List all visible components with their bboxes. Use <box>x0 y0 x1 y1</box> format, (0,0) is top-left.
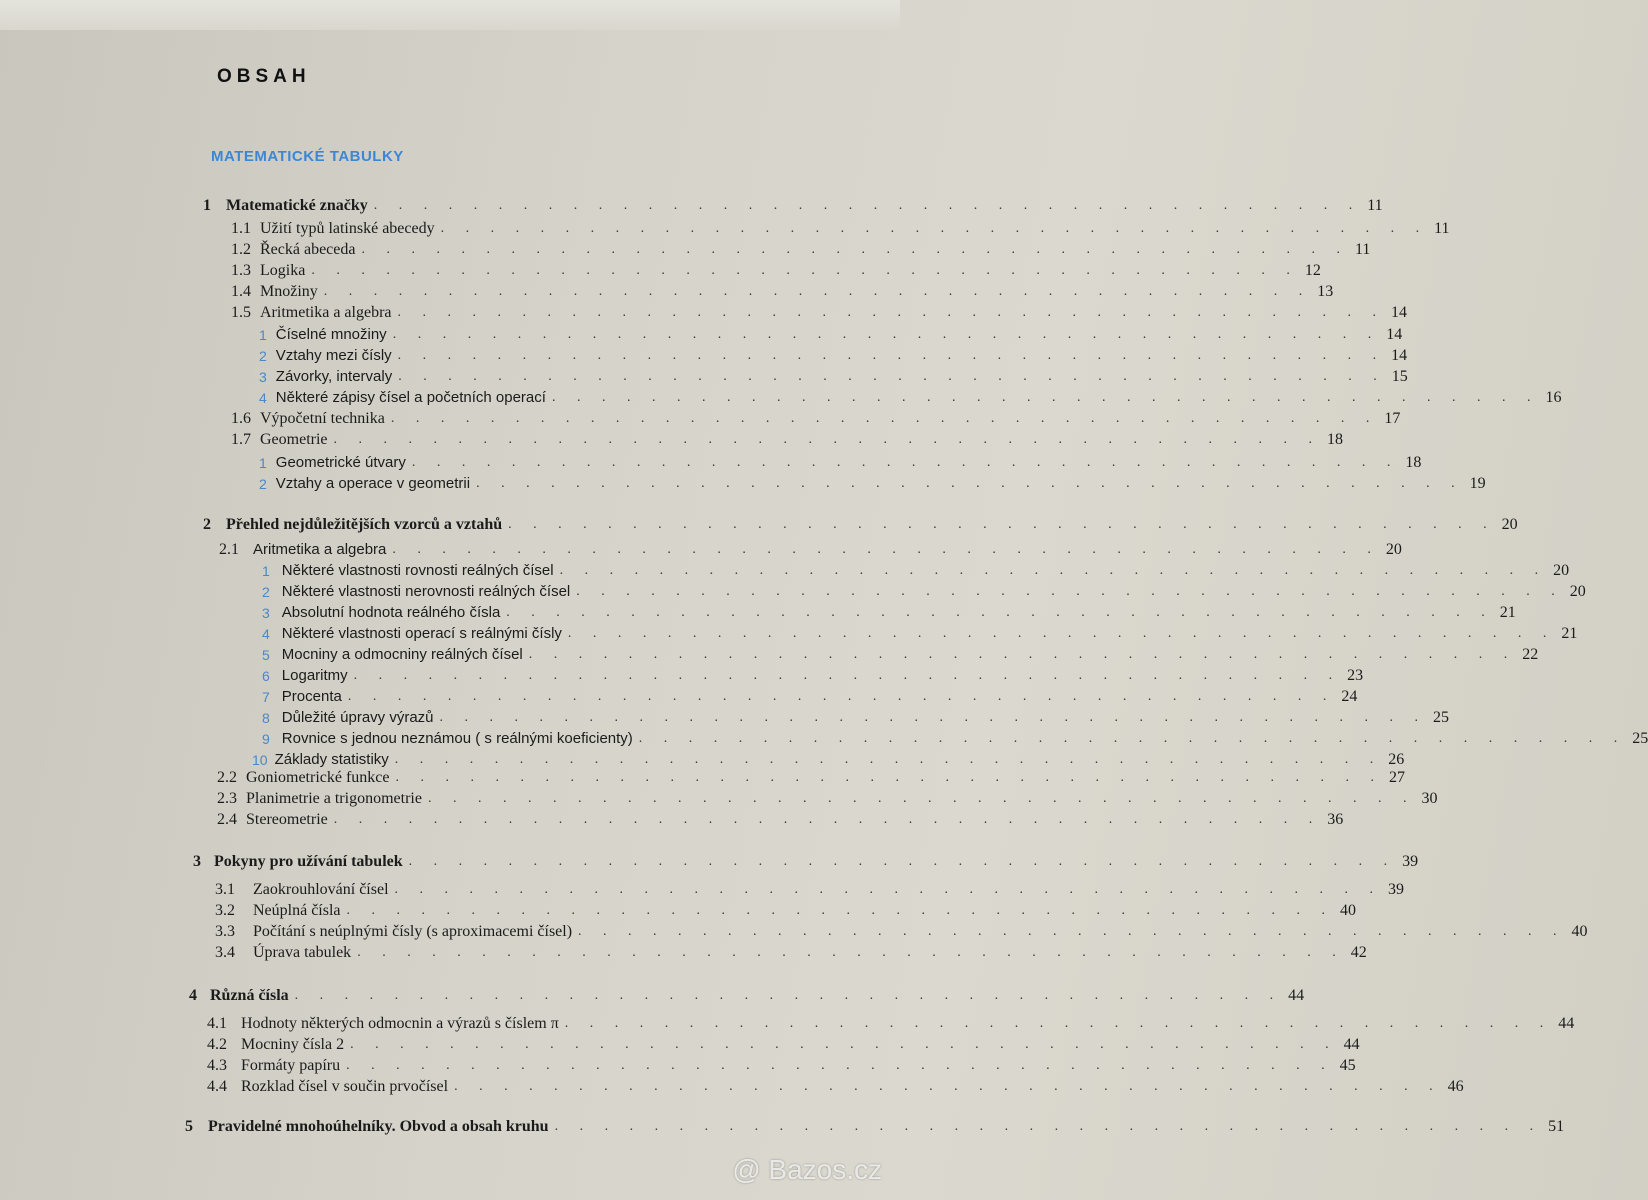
leader-dots: . . . . . . . . . . . . . . . . . . . . . . . . . . . . . . . . . . . . . . . . <box>476 476 1464 491</box>
toc-entry-title: Závorky, intervaly <box>275 368 393 385</box>
leader-dots: . . . . . . . . . . . . . . . . . . . . . . . . . . . . . . . . . . . . . . . . <box>439 710 1428 725</box>
toc-entry <box>207 1011 1575 1033</box>
toc-entry-number: 1.2 <box>231 241 251 258</box>
toc-entry-page: 20 <box>1569 583 1586 600</box>
toc-entry-number: 1.4 <box>231 283 251 300</box>
toc-entry <box>231 300 1407 322</box>
toc-entry-number: 1 <box>262 563 270 579</box>
toc-entry-title: Množiny <box>260 283 318 300</box>
toc-entry-page: 16 <box>1545 389 1562 406</box>
leader-dots: . . . . . . . . . . . . . . . . . . . . . . . . . . . . . . . . . . . . . . . . <box>395 770 1383 785</box>
leader-dots: . . . . . . . . . . . . . . . . . . . . . . . . . . . . . . . . . . . . . . . . <box>528 647 1517 662</box>
toc-entry-number: 2.1 <box>219 541 239 558</box>
toc-entry-number: 2.3 <box>217 790 237 807</box>
toc-entry <box>193 849 1419 871</box>
toc-entry <box>262 621 1578 643</box>
toc-entry <box>259 450 1422 472</box>
toc-entry-title: Zaokrouhlování čísel <box>253 881 389 898</box>
toc-entry <box>262 642 1539 664</box>
leader-dots: . . . . . . . . . . . . . . . . . . . . . . . . . . . . . . . . . . . . . . . . <box>294 988 1283 1003</box>
toc-entry <box>231 279 1334 301</box>
toc-entry-title: Vztahy a operace v geometrii <box>275 475 471 492</box>
toc-entry <box>262 684 1358 706</box>
toc-entry <box>259 471 1486 493</box>
leader-dots: . . . . . . . . . . . . . . . . . . . . . . . . . . . . . . . . . . . . . . . . <box>311 263 1299 278</box>
toc-entry-title: Rovnice s jednou neznámou ( s reálnými koeficienty) <box>281 730 633 747</box>
toc-entry-page: 14 <box>1386 326 1403 343</box>
toc-entry-page: 44 <box>1288 987 1305 1004</box>
toc-entry-page: 21 <box>1561 625 1578 642</box>
toc-entry-title: Vztahy mezi čísly <box>275 347 392 364</box>
leader-dots: . . . . . . . . . . . . . . . . . . . . . . . . . . . . . . . . . . . . . . . . <box>554 1119 1543 1134</box>
toc-entry-title: Neúplná čísla <box>253 902 341 919</box>
toc-entry-number: 1.6 <box>231 410 251 427</box>
leader-dots: . . . . . . . . . . . . . . . . . . . . . . . . . . . . . . . . . . . . . . . . <box>397 348 1386 363</box>
toc-entry-page: 23 <box>1347 667 1364 684</box>
toc-entry <box>259 364 1408 386</box>
toc-entry-page: 39 <box>1388 881 1405 898</box>
toc-entry-title: Mocniny čísla 2 <box>241 1036 345 1053</box>
toc-entry <box>262 558 1570 580</box>
toc-entry-title: Počítání s neúplnými čísly (s aproximacemi čísel) <box>253 923 573 940</box>
toc-entry-title: Goniometrické funkce <box>246 769 390 786</box>
toc-entry-title: Procenta <box>281 688 342 705</box>
toc-entry-title: Formáty papíru <box>241 1057 341 1074</box>
toc-entry-page: 44 <box>1558 1015 1575 1032</box>
toc-entry-number: 10 <box>252 752 268 768</box>
toc-entry-number: 1.5 <box>231 304 251 321</box>
toc-entry-number: 2.4 <box>217 811 237 828</box>
toc-entry-page: 36 <box>1327 811 1344 828</box>
leader-dots: . . . . . . . . . . . . . . . . . . . . . . . . . . . . . . . . . . . . . . . . <box>397 305 1385 320</box>
toc-entry-page: 22 <box>1522 646 1539 663</box>
toc-entry <box>217 807 1344 829</box>
leader-dots: . . . . . . . . . . . . . . . . . . . . . . . . . . . . . . . . . . . . . . . . <box>390 411 1379 426</box>
toc-entry-number: 2 <box>259 348 267 364</box>
toc-entry <box>207 1032 1360 1054</box>
toc-entry-page: 20 <box>1501 516 1518 533</box>
leader-dots: . . . . . . . . . . . . . . . . . . . . . . . . . . . . . . . . . . . . . . . . <box>346 1058 1334 1073</box>
toc-entry <box>215 940 1367 962</box>
toc-entry-page: 45 <box>1339 1057 1356 1074</box>
toc-entry-page: 44 <box>1343 1036 1360 1053</box>
toc-entry-title: Některé vlastnosti nerovnosti reálných čísel <box>281 583 571 600</box>
leader-dots: . . . . . . . . . . . . . . . . . . . . . . . . . . . . . . . . . . . . . . . . <box>551 390 1540 405</box>
toc-entry-page: 19 <box>1469 475 1486 492</box>
toc-entry-number: 3.3 <box>215 923 235 940</box>
toc-entry-title: Geometrické útvary <box>275 454 406 471</box>
toc-entry-title: Geometrie <box>260 431 328 448</box>
toc-entry-page: 11 <box>1434 220 1450 237</box>
toc-entry-title: Číselné množiny <box>275 326 387 343</box>
leader-dots: . . . . . . . . . . . . . . . . . . . . . . . . . . . . . . . . . . . . . . . . <box>392 327 1381 342</box>
toc-entry <box>262 579 1586 601</box>
toc-entry-title: Rozklad čísel v součin prvočísel <box>241 1078 449 1095</box>
leader-dots: . . . . . . . . . . . . . . . . . . . . . . . . . . . . . . . . . . . . . . . . <box>454 1079 1442 1094</box>
toc-entry <box>262 705 1450 727</box>
toc-entry <box>259 385 1562 407</box>
toc-entry <box>217 786 1438 808</box>
toc-entry-title: Pokyny pro užívání tabulek <box>214 853 403 870</box>
toc-entry-number: 1 <box>259 327 267 343</box>
toc-entry-page: 30 <box>1421 790 1438 807</box>
leader-dots: . . . . . . . . . . . . . . . . . . . . . . . . . . . . . . . . . . . . . . . . <box>508 517 1496 532</box>
toc-entry-title: Některé vlastnosti rovnosti reálných čísel <box>281 562 554 579</box>
leader-dots: . . . . . . . . . . . . . . . . . . . . . . . . . . . . . . . . . . . . . . . . <box>427 791 1416 806</box>
toc-entry-number: 6 <box>262 668 270 684</box>
toc-entry <box>231 258 1321 280</box>
toc-entry <box>203 512 1518 534</box>
toc-entry <box>262 663 1364 685</box>
toc-entry-number: 4.1 <box>207 1015 227 1032</box>
toc-entry-title: Některé vlastnosti operací s reálnými čísly <box>281 625 562 642</box>
toc-entry-number: 4.4 <box>207 1078 227 1095</box>
toc-entry <box>259 322 1403 344</box>
toc-entry-title: Důležité úpravy výrazů <box>281 709 434 726</box>
toc-entry <box>231 427 1344 449</box>
toc-entry-title: Úprava tabulek <box>253 944 352 961</box>
toc-entry <box>231 237 1371 259</box>
toc-entry-title: Absolutní hodnota reálného čísla <box>281 604 501 621</box>
leader-dots: . . . . . . . . . . . . . . . . . . . . . . . . . . . . . . . . . . . . . . . . <box>353 668 1342 683</box>
toc-entry-number: 5 <box>185 1118 193 1135</box>
toc-entry <box>189 983 1305 1005</box>
toc-entry-page: 26 <box>1388 751 1405 768</box>
toc-entry-page: 18 <box>1327 431 1344 448</box>
toc-entry-number: 7 <box>262 689 270 705</box>
toc-entry-page: 12 <box>1304 262 1321 279</box>
toc-entry-number: 3.2 <box>215 902 235 919</box>
toc-entry-page: 24 <box>1341 688 1358 705</box>
toc-entry-page: 25 <box>1632 730 1648 747</box>
leader-dots: . . . . . . . . . . . . . . . . . . . . . . . . . . . . . . . . . . . . . . . . <box>564 1016 1553 1031</box>
leader-dots: . . . . . . . . . . . . . . . . . . . . . . . . . . . . . . . . . . . . . . . . <box>559 563 1548 578</box>
toc-entry-title: Pravidelné mnohoúhelníky. Obvod a obsah kruhu <box>208 1118 549 1135</box>
toc-entry <box>207 1053 1356 1075</box>
toc-entry-page: 13 <box>1317 283 1334 300</box>
toc-entry-number: 2 <box>203 516 211 533</box>
leader-dots: . . . . . . . . . . . . . . . . . . . . . . . . . . . . . . . . . . . . . . . . <box>398 369 1386 384</box>
leader-dots: . . . . . . . . . . . . . . . . . . . . . . . . . . . . . . . . . . . . . . . . <box>394 882 1383 897</box>
toc-entry-number: 1 <box>203 197 211 214</box>
toc-entry-title: Některé zápisy čísel a početních operací <box>275 389 546 406</box>
toc-entry-number: 1 <box>259 455 267 471</box>
toc-entry-page: 20 <box>1385 541 1402 558</box>
toc-entry-page: 11 <box>1367 197 1383 214</box>
toc-entry-page: 18 <box>1405 454 1422 471</box>
toc-entry-page: 51 <box>1548 1118 1565 1135</box>
toc-entry-title: Mocniny a odmocniny reálných čísel <box>281 646 523 663</box>
leader-dots: . . . . . . . . . . . . . . . . . . . . . . . . . . . . . . . . . . . . . . . . <box>576 584 1564 599</box>
toc-entry-number: 1.7 <box>231 431 251 448</box>
toc-entry <box>219 537 1402 559</box>
toc-entry-page: 15 <box>1391 368 1408 385</box>
toc-entry-title: Planimetrie a trigonometrie <box>246 790 422 807</box>
toc-entry-number: 2 <box>259 476 267 492</box>
toc-entry-page: 25 <box>1433 709 1450 726</box>
toc-entry-title: Stereometrie <box>246 811 328 828</box>
toc-entry-title: Různá čísla <box>210 987 289 1004</box>
page-heading: OBSAH <box>217 66 311 87</box>
toc-entry-page: 17 <box>1384 410 1401 427</box>
watermark: @ Bazos.cz <box>732 1154 882 1185</box>
toc-entry-number: 3.1 <box>215 881 235 898</box>
toc-entry-title: Řecká abeceda <box>260 241 356 258</box>
toc-entry-page: 14 <box>1391 304 1407 321</box>
toc-entry-number: 3 <box>193 853 201 870</box>
leader-dots: . . . . . . . . . . . . . . . . . . . . . . . . . . . . . . . . . . . . . . . . <box>347 689 1336 704</box>
section-title: MATEMATICKÉ TABULKY <box>211 148 404 165</box>
leader-dots: . . . . . . . . . . . . . . . . . . . . . . . . . . . . . . . . . . . . . . . . <box>440 221 1429 236</box>
toc-entry-title: Hodnoty některých odmocnin a výrazů s číslem π <box>241 1015 559 1032</box>
toc-entry-number: 9 <box>262 731 270 747</box>
leader-dots: . . . . . . . . . . . . . . . . . . . . . . . . . . . . . . . . . . . . . . . . <box>638 731 1627 746</box>
toc-entry-page: 39 <box>1402 853 1419 870</box>
toc-entry <box>259 343 1408 365</box>
toc-entry-page: 14 <box>1391 347 1408 364</box>
toc-entry-page: 40 <box>1340 902 1357 919</box>
toc-entry-title: Přehled nejdůležitějších vzorců a vztahů <box>226 516 503 533</box>
toc-entry <box>185 1114 1565 1136</box>
leader-dots: . . . . . . . . . . . . . . . . . . . . . . . . . . . . . . . . . . . . . . . . <box>323 284 1312 299</box>
leader-dots: . . . . . . . . . . . . . . . . . . . . . . . . . . . . . . . . . . . . . . . . <box>411 455 1400 470</box>
toc-entry-page: 46 <box>1447 1078 1464 1095</box>
toc-entry-number: 1.1 <box>231 220 251 237</box>
leader-dots: . . . . . . . . . . . . . . . . . . . . . . . . . . . . . . . . . . . . . . . . <box>333 812 1322 827</box>
toc-entry-number: 3 <box>259 369 267 385</box>
toc-entry-page: 42 <box>1350 944 1367 961</box>
toc-entry-title: Matematické značky <box>226 197 368 214</box>
toc-entry-number: 1.3 <box>231 262 251 279</box>
leader-dots: . . . . . . . . . . . . . . . . . . . . . . . . . . . . . . . . . . . . . . . . <box>357 945 1345 960</box>
toc-entry-number: 2 <box>262 584 270 600</box>
leader-dots: . . . . . . . . . . . . . . . . . . . . . . . . . . . . . . . . . . . . . . . . <box>361 242 1349 257</box>
leader-dots: . . . . . . . . . . . . . . . . . . . . . . . . . . . . . . . . . . . . . . . . <box>333 432 1322 447</box>
toc-entry-page: 20 <box>1553 562 1570 579</box>
toc-entry-number: 3.4 <box>215 944 235 961</box>
toc-entry-number: 3 <box>262 605 270 621</box>
toc-entry-page: 27 <box>1389 769 1405 786</box>
toc-entry <box>215 898 1357 920</box>
toc-entry-number: 4.3 <box>207 1057 227 1074</box>
toc-entry <box>207 1074 1464 1096</box>
leader-dots: . . . . . . . . . . . . . . . . . . . . . . . . . . . . . . . . . . . . . . . . <box>346 903 1335 918</box>
toc-entry <box>231 216 1450 238</box>
leader-dots: . . . . . . . . . . . . . . . . . . . . . . . . . . . . . . . . . . . . . . . . <box>578 924 1566 939</box>
toc-entry <box>231 406 1401 428</box>
toc-entry-page: 40 <box>1571 923 1588 940</box>
toc-entry <box>203 193 1383 215</box>
toc-entry-number: 4.2 <box>207 1036 227 1053</box>
toc-entry-page: 11 <box>1354 241 1371 258</box>
toc-entry-number: 4 <box>262 626 270 642</box>
toc-entry-title: Užití typů latinské abecedy <box>260 220 435 237</box>
toc-entry <box>262 600 1516 622</box>
toc-entry-title: Aritmetika a algebra <box>260 304 392 321</box>
toc-entry-number: 2.2 <box>217 769 237 786</box>
leader-dots: . . . . . . . . . . . . . . . . . . . . . . . . . . . . . . . . . . . . . . . . <box>567 626 1556 641</box>
leader-dots: . . . . . . . . . . . . . . . . . . . . . . . . . . . . . . . . . . . . . . . . <box>394 752 1383 767</box>
toc-entry-number: 4 <box>189 987 197 1004</box>
toc-entry-number: 8 <box>262 710 270 726</box>
toc-entry-number: 4 <box>259 390 267 406</box>
leader-dots: . . . . . . . . . . . . . . . . . . . . . . . . . . . . . . . . . . . . . . . . <box>392 542 1380 557</box>
toc-entry-title: Výpočetní technika <box>260 410 385 427</box>
toc-entry-title: Aritmetika a algebra <box>253 541 387 558</box>
toc-entry-number: 5 <box>262 647 270 663</box>
toc-entry <box>215 919 1588 941</box>
toc-entry-title: Základy statistiky <box>274 751 389 768</box>
leader-dots: . . . . . . . . . . . . . . . . . . . . . . . . . . . . . . . . . . . . . . . . <box>506 605 1494 620</box>
toc-entry-page: 21 <box>1499 604 1516 621</box>
toc-entry <box>215 877 1405 899</box>
leader-dots: . . . . . . . . . . . . . . . . . . . . . . . . . . . . . . . . . . . . . . . . <box>408 854 1397 869</box>
toc-entry-title: Logaritmy <box>281 667 348 684</box>
leader-dots: . . . . . . . . . . . . . . . . . . . . . . . . . . . . . . . . . . . . . . . . <box>350 1037 1338 1052</box>
toc-entry <box>262 726 1648 748</box>
toc-entry <box>217 765 1405 787</box>
toc-entry-title: Logika <box>260 262 306 279</box>
leader-dots: . . . . . . . . . . . . . . . . . . . . . . . . . . . . . . . . . . . . . . . . <box>373 198 1362 213</box>
